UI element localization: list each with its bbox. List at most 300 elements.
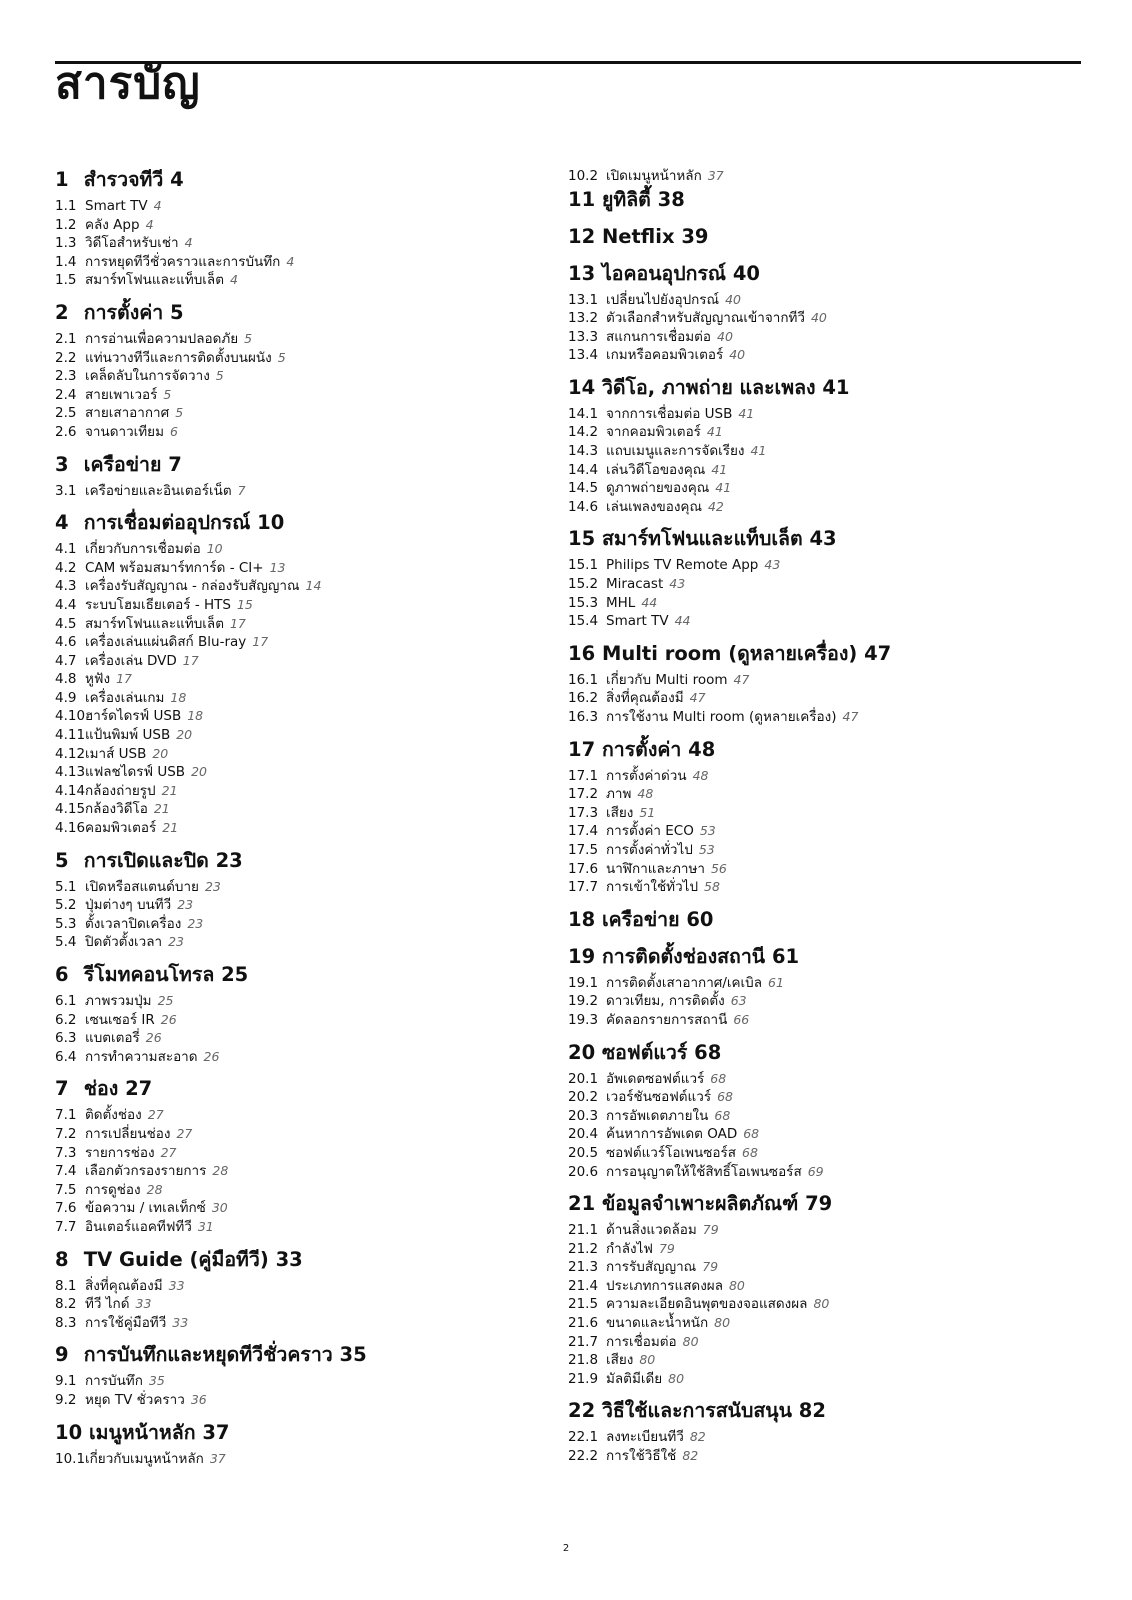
toc-item-7-7[interactable] xyxy=(55,1218,555,1237)
toc-item-list xyxy=(55,482,555,501)
toc-section-page: 5 xyxy=(170,300,184,324)
toc-item-21-8[interactable] xyxy=(568,1351,1068,1370)
toc-item-6-2[interactable] xyxy=(55,1011,555,1030)
toc-item-5-2[interactable] xyxy=(55,896,555,915)
toc-item-page: 5 xyxy=(277,349,286,365)
toc-section-heading[interactable] xyxy=(568,525,1068,553)
toc-item-title: หูฟัง xyxy=(85,671,111,688)
toc-item-title: กล้องวิดีโอ xyxy=(85,801,148,818)
toc-section-page: 7 xyxy=(168,452,182,476)
toc-item-1-3[interactable] xyxy=(55,234,555,253)
toc-item-20-3[interactable] xyxy=(568,1107,1068,1126)
toc-item-22-2[interactable] xyxy=(568,1447,1068,1466)
toc-section-number: 10 xyxy=(55,1420,83,1444)
toc-item-title: แบตเตอรี่ xyxy=(85,1030,140,1047)
toc-item-number: 4.16 xyxy=(55,820,86,837)
toc-item-21-4[interactable] xyxy=(568,1277,1068,1296)
toc-item-14-4[interactable] xyxy=(568,461,1068,480)
toc-item-title: การอ่านเพื่อความปลอดภัย xyxy=(85,330,239,347)
toc-item-2-2[interactable] xyxy=(55,349,555,368)
toc-section-11 xyxy=(568,186,1068,214)
toc-item-5-3[interactable] xyxy=(55,915,555,934)
toc-item-page: 44 xyxy=(674,613,691,629)
toc-item-number: 1.5 xyxy=(55,272,77,289)
toc-item-page: 33 xyxy=(172,1314,189,1330)
toc-section-title: ซอฟต์แวร์ xyxy=(601,1040,688,1064)
toc-item-number: 21.3 xyxy=(568,1259,599,1276)
toc-item-number: 21.4 xyxy=(568,1277,599,1294)
toc-item-14-2[interactable] xyxy=(568,423,1068,442)
toc-item-6-3[interactable] xyxy=(55,1029,555,1048)
toc-item-title: ปิดตัวตั้งเวลา xyxy=(85,934,163,951)
toc-item-number: 13.1 xyxy=(568,291,599,308)
toc-item-number: 17.2 xyxy=(568,786,599,803)
toc-item-title: การใช้งาน Multi room (ดูหลายเครื่อง) xyxy=(606,709,837,725)
toc-item-4-9[interactable] xyxy=(55,689,555,708)
toc-item-7-3[interactable] xyxy=(55,1144,555,1163)
toc-item-number: 2.3 xyxy=(55,368,77,385)
toc-item-4-12[interactable] xyxy=(55,745,555,764)
toc-section-title: การบันทึกและหยุดทีวีชั่วคราว xyxy=(83,1343,333,1367)
toc-item-16-1[interactable] xyxy=(568,671,1068,690)
toc-section-heading[interactable] xyxy=(55,509,555,537)
toc-item-page: 28 xyxy=(146,1181,163,1197)
toc-item-title: Smart TV xyxy=(606,613,669,630)
toc-item-number: 4.11 xyxy=(55,727,86,744)
toc-item-list xyxy=(568,405,1068,517)
toc-item-title: การใช้คู่มือทีวี xyxy=(85,1314,167,1331)
toc-section-heading[interactable] xyxy=(568,260,1068,288)
toc-item-17-6[interactable] xyxy=(568,860,1068,879)
toc-item-4-4[interactable] xyxy=(55,596,555,615)
toc-item-title: Smart TV xyxy=(85,198,148,214)
toc-item-number: 21.6 xyxy=(568,1315,599,1332)
toc-item-14-5[interactable] xyxy=(568,479,1068,498)
toc-section-heading[interactable] xyxy=(568,906,1068,934)
toc-section-number: 8 xyxy=(55,1247,69,1271)
toc-item-21-2[interactable] xyxy=(568,1240,1068,1259)
page-title: สารบัญ xyxy=(55,58,201,109)
toc-section-heading[interactable] xyxy=(568,640,1068,668)
toc-item-number: 22.2 xyxy=(568,1448,599,1465)
toc-item-8-2[interactable] xyxy=(55,1295,555,1314)
toc-item-number: 21.7 xyxy=(568,1333,599,1350)
toc-section-12 xyxy=(568,223,1068,251)
toc-item-list xyxy=(568,1221,1068,1388)
toc-item-3-1[interactable] xyxy=(55,482,555,501)
toc-section-heading[interactable] xyxy=(568,736,1068,764)
toc-item-title: ระบบโฮมเธียเตอร์ - HTS xyxy=(85,596,231,613)
toc-section-heading[interactable] xyxy=(568,1039,1068,1067)
toc-item-number: 9.1 xyxy=(55,1373,77,1390)
toc-section-title: เครือข่าย xyxy=(83,452,162,476)
toc-item-page: 40 xyxy=(717,328,733,344)
toc-item-title: จากคอมพิวเตอร์ xyxy=(606,424,701,441)
toc-item-14-3[interactable] xyxy=(568,442,1068,461)
toc-item-title: ภาพ xyxy=(606,786,632,803)
toc-item-number: 4.2 xyxy=(55,559,77,576)
toc-item-20-5[interactable] xyxy=(568,1144,1068,1163)
toc-item-page: 58 xyxy=(704,879,720,895)
toc-item-page: 30 xyxy=(211,1200,228,1216)
toc-item-number: 20.5 xyxy=(568,1144,599,1161)
toc-item-9-2[interactable] xyxy=(55,1391,555,1410)
toc-item-title: สิ่งที่คุณต้องมี xyxy=(85,1277,163,1294)
toc-section-title: เมนูหน้าหลัก xyxy=(88,1420,196,1444)
toc-item-title: ซอฟต์แวร์โอเพนซอร์ส xyxy=(606,1144,736,1161)
toc-section-number: 5 xyxy=(55,848,69,872)
toc-item-20-6[interactable] xyxy=(568,1163,1068,1182)
toc-item-title: เลือกตัวกรองรายการ xyxy=(85,1163,207,1180)
toc-item-5-4[interactable] xyxy=(55,933,555,952)
toc-item-20-1[interactable] xyxy=(568,1070,1068,1089)
toc-item-number: 4.15 xyxy=(55,801,86,818)
toc-item-number: 14.3 xyxy=(568,443,599,460)
toc-item-page: 48 xyxy=(637,786,654,802)
toc-section-heading[interactable] xyxy=(55,1246,555,1274)
toc-item-15-2[interactable] xyxy=(568,575,1068,594)
toc-item-7-4[interactable] xyxy=(55,1162,555,1181)
toc-item-page: 47 xyxy=(842,709,859,724)
toc-item-page: 5 xyxy=(244,330,253,346)
toc-item-page: 28 xyxy=(212,1163,229,1179)
toc-item-13-3[interactable] xyxy=(568,328,1068,347)
toc-item-10-2[interactable] xyxy=(568,167,1068,186)
toc-item-21-3[interactable] xyxy=(568,1258,1068,1277)
toc-item-title: แท่นวางทีวีและการติดตั้งบนผนัง xyxy=(85,349,272,366)
toc-item-title: การเชื่อมต่อ xyxy=(606,1333,677,1350)
toc-section-page: 40 xyxy=(732,261,760,285)
toc-section-title: รีโมทคอนโทรล xyxy=(83,963,215,986)
toc-item-21-7[interactable] xyxy=(568,1333,1068,1352)
toc-item-4-2[interactable] xyxy=(55,559,555,578)
toc-item-page: 27 xyxy=(160,1144,177,1160)
toc-section-heading[interactable] xyxy=(568,1190,1068,1218)
toc-section-number: 16 xyxy=(568,641,596,665)
toc-item-list xyxy=(55,1450,555,1469)
toc-item-number: 2.2 xyxy=(55,349,77,366)
toc-item-2-5[interactable] xyxy=(55,404,555,423)
toc-section-number: 18 xyxy=(568,907,596,931)
toc-item-19-3[interactable] xyxy=(568,1011,1068,1030)
toc-item-4-10[interactable] xyxy=(55,707,555,726)
toc-section-title: การเชื่อมต่ออุปกรณ์ xyxy=(83,511,251,535)
toc-item-20-2[interactable] xyxy=(568,1088,1068,1107)
toc-item-number: 20.6 xyxy=(568,1163,599,1180)
toc-item-page: 41 xyxy=(750,443,767,459)
toc-item-6-4[interactable] xyxy=(55,1048,555,1067)
toc-section-3 xyxy=(55,451,555,501)
toc-item-4-15[interactable] xyxy=(55,800,555,819)
toc-item-title: สายเพาเวอร์ xyxy=(85,386,158,403)
toc-item-15-3[interactable] xyxy=(568,594,1068,613)
toc-item-title: ค้นหาการอัพเดต OAD xyxy=(606,1126,738,1143)
toc-item-page: 36 xyxy=(190,1391,207,1407)
toc-item-15-1[interactable] xyxy=(568,556,1068,575)
toc-section-number: 13 xyxy=(568,261,596,285)
toc-item-page: 43 xyxy=(764,557,781,573)
toc-item-17-3[interactable] xyxy=(568,804,1068,823)
toc-item-4-5[interactable] xyxy=(55,615,555,634)
toc-item-number: 20.2 xyxy=(568,1089,599,1106)
toc-item-9-1[interactable] xyxy=(55,1372,555,1391)
toc-item-page: 26 xyxy=(145,1030,162,1046)
toc-section-heading[interactable] xyxy=(568,374,1068,402)
toc-item-10-1[interactable] xyxy=(55,1450,555,1469)
toc-item-number: 14.1 xyxy=(568,405,599,422)
toc-item-page: 17 xyxy=(229,615,246,631)
toc-section-number: 9 xyxy=(55,1343,69,1367)
toc-item-1-5[interactable] xyxy=(55,271,555,290)
toc-item-title: การเปลี่ยนช่อง xyxy=(85,1125,171,1142)
toc-section-6 xyxy=(55,961,555,1066)
toc-item-22-1[interactable] xyxy=(568,1428,1068,1447)
toc-section-heading[interactable] xyxy=(568,186,1068,214)
toc-section-page: 61 xyxy=(771,944,800,968)
toc-item-2-6[interactable] xyxy=(55,423,555,442)
toc-item-title: สมาร์ทโฟนและแท็บเล็ต xyxy=(85,272,224,289)
toc-item-title: เปิดหรือสแตนด์บาย xyxy=(85,878,199,895)
toc-item-page: 17 xyxy=(116,671,132,687)
toc-item-title: คอมพิวเตอร์ xyxy=(85,820,157,837)
toc-item-number: 19.1 xyxy=(568,974,599,991)
toc-item-4-16[interactable] xyxy=(55,819,555,838)
toc-item-list xyxy=(55,197,555,290)
toc-section-title: วิดีโอ, ภาพถ่าย และเพลง xyxy=(601,375,816,399)
toc-item-page: 20 xyxy=(152,745,169,761)
toc-item-page: 5 xyxy=(215,368,224,384)
toc-section-4 xyxy=(55,509,555,838)
toc-item-number: 4.13 xyxy=(55,764,86,781)
toc-item-16-2[interactable] xyxy=(568,689,1068,708)
toc-item-list xyxy=(568,556,1068,630)
toc-item-number: 16.2 xyxy=(568,690,599,707)
toc-item-title: เกี่ยวกับการเชื่อมต่อ xyxy=(85,541,201,558)
toc-item-4-8[interactable] xyxy=(55,670,555,689)
toc-section-page: 68 xyxy=(694,1040,722,1064)
toc-item-number: 5.3 xyxy=(55,915,77,932)
toc-item-19-2[interactable] xyxy=(568,992,1068,1011)
toc-section-title: Multi room (ดูหลายเครื่อง) xyxy=(601,641,858,665)
toc-section-14 xyxy=(568,374,1068,517)
toc-item-page: 68 xyxy=(742,1144,758,1160)
toc-item-title: เมาส์ USB xyxy=(85,745,147,762)
toc-section-5 xyxy=(55,847,555,952)
toc-item-number: 7.3 xyxy=(55,1144,77,1161)
toc-section-20 xyxy=(568,1039,1068,1182)
toc-item-page: 23 xyxy=(187,915,204,931)
toc-section-18 xyxy=(568,906,1068,934)
toc-item-page: 15 xyxy=(236,596,253,612)
toc-item-list xyxy=(568,1428,1068,1465)
toc-item-1-1[interactable] xyxy=(55,197,555,216)
toc-item-4-6[interactable] xyxy=(55,633,555,652)
toc-section-page: 43 xyxy=(809,527,837,551)
toc-item-2-3[interactable] xyxy=(55,367,555,386)
toc-item-15-4[interactable] xyxy=(568,612,1068,631)
toc-section-19 xyxy=(568,943,1068,1030)
toc-item-2-1[interactable] xyxy=(55,330,555,349)
toc-item-5-1[interactable] xyxy=(55,878,555,897)
toc-section-number: 22 xyxy=(568,1399,596,1423)
toc-item-page: 20 xyxy=(191,764,207,780)
toc-section-9 xyxy=(55,1341,555,1409)
toc-item-number: 6.4 xyxy=(55,1048,77,1065)
toc-item-21-6[interactable] xyxy=(568,1314,1068,1333)
toc-section-title: ยูทิลิตี้ xyxy=(601,187,651,211)
toc-section-heading[interactable] xyxy=(55,1075,555,1103)
toc-item-number: 1.4 xyxy=(55,253,77,270)
toc-item-4-14[interactable] xyxy=(55,782,555,801)
toc-item-number: 9.2 xyxy=(55,1391,77,1408)
toc-item-title: ข้อความ / เทเลเท็กซ์ xyxy=(85,1200,206,1217)
toc-item-page: 23 xyxy=(204,878,221,894)
toc-section-13 xyxy=(568,260,1068,365)
toc-section-number: 4 xyxy=(55,511,69,535)
toc-item-7-5[interactable] xyxy=(55,1181,555,1200)
toc-item-number: 4.5 xyxy=(55,615,77,632)
toc-item-number: 6.1 xyxy=(55,993,77,1009)
toc-item-1-4[interactable] xyxy=(55,253,555,272)
toc-item-21-1[interactable] xyxy=(568,1221,1068,1240)
toc-section-page: 33 xyxy=(275,1247,303,1271)
toc-section-page: 38 xyxy=(657,187,685,211)
toc-item-17-7[interactable] xyxy=(568,878,1068,897)
toc-section-heading[interactable] xyxy=(55,166,555,194)
toc-item-number: 21.1 xyxy=(568,1222,599,1239)
toc-section-heading[interactable] xyxy=(55,451,555,479)
toc-item-4-3[interactable] xyxy=(55,577,555,596)
toc-item-number: 2.4 xyxy=(55,386,77,403)
toc-item-8-1[interactable] xyxy=(55,1277,555,1296)
toc-section-number: 14 xyxy=(568,375,596,399)
toc-section-title: ช่อง xyxy=(83,1077,119,1101)
toc-item-number: 13.4 xyxy=(568,347,599,364)
toc-section-title: สมาร์ทโฟนและแท็บเล็ต xyxy=(601,527,803,551)
toc-item-title: หยุด TV ชั่วคราว xyxy=(85,1391,185,1408)
toc-item-title: สแกนการเชื่อมต่อ xyxy=(606,328,712,345)
toc-item-page: 27 xyxy=(176,1125,193,1141)
top-rule xyxy=(55,61,1081,64)
toc-item-7-2[interactable] xyxy=(55,1125,555,1144)
toc-item-title: เครือข่ายและอินเตอร์เน็ต xyxy=(85,482,232,499)
toc-item-title: ขนาดและน้ำหนัก xyxy=(606,1315,709,1332)
toc-item-number: 3.1 xyxy=(55,482,77,499)
toc-item-20-4[interactable] xyxy=(568,1125,1068,1144)
toc-section-heading[interactable] xyxy=(55,1419,555,1447)
toc-item-19-1[interactable] xyxy=(568,974,1068,993)
toc-item-4-11[interactable] xyxy=(55,726,555,745)
toc-item-page: 26 xyxy=(203,1048,220,1064)
toc-section-title: Netflix xyxy=(601,224,675,248)
toc-item-number: 4.8 xyxy=(55,671,77,688)
toc-item-number: 2.1 xyxy=(55,330,77,347)
toc-item-title: การอนุญาตให้ใช้สิทธิ์โอเพนซอร์ส xyxy=(606,1163,802,1180)
toc-item-page: 53 xyxy=(699,823,716,839)
toc-item-17-1[interactable] xyxy=(568,767,1068,786)
toc-section-number: 1 xyxy=(55,168,69,191)
toc-item-title: เสียง xyxy=(606,804,634,821)
toc-item-1-2[interactable] xyxy=(55,216,555,235)
toc-item-17-2[interactable] xyxy=(568,785,1068,804)
toc-item-8-3[interactable] xyxy=(55,1314,555,1333)
toc-section-heading[interactable] xyxy=(55,299,555,327)
toc-item-title: การอัพเดตภายใน xyxy=(606,1107,709,1124)
toc-item-16-3[interactable] xyxy=(568,708,1068,727)
toc-section-17 xyxy=(568,736,1068,897)
toc-item-number: 10.2 xyxy=(568,168,599,184)
toc-item-2-4[interactable] xyxy=(55,386,555,405)
toc-section-15 xyxy=(568,525,1068,630)
toc-item-title: มัลติมีเดีย xyxy=(606,1370,663,1387)
toc-section-title: การติดตั้งช่องสถานี xyxy=(601,944,766,968)
toc-item-page: 68 xyxy=(710,1070,727,1086)
toc-section-number: 21 xyxy=(568,1192,596,1216)
toc-item-title: เกี่ยวกับเมนูหน้าหลัก xyxy=(85,1450,204,1467)
toc-section-title: วิธีใช้และการสนับสนุน xyxy=(601,1399,792,1423)
toc-item-title: เปลี่ยนไปยังอุปกรณ์ xyxy=(606,291,720,308)
toc-section-heading[interactable] xyxy=(55,961,555,989)
toc-item-title: เล่นวิดีโอของคุณ xyxy=(606,461,706,478)
toc-item-7-6[interactable] xyxy=(55,1199,555,1218)
toc-item-title: การตั้งค่าทั่วไป xyxy=(606,841,693,858)
toc-section-2 xyxy=(55,299,555,442)
toc-item-number: 21.5 xyxy=(568,1296,599,1313)
toc-section-number: 2 xyxy=(55,300,69,324)
toc-item-title: ดูภาพถ่ายของคุณ xyxy=(606,480,710,497)
toc-item-page: 79 xyxy=(702,1259,719,1275)
toc-item-list xyxy=(55,330,555,442)
toc-item-13-2[interactable] xyxy=(568,309,1068,328)
toc-item-page: 40 xyxy=(725,291,741,307)
toc-item-number: 2.5 xyxy=(55,405,77,422)
toc-section-heading[interactable] xyxy=(568,943,1068,971)
toc-item-13-4[interactable] xyxy=(568,346,1068,365)
toc-item-list xyxy=(55,540,555,838)
toc-item-number: 20.1 xyxy=(568,1070,599,1087)
toc-item-page: 4 xyxy=(153,198,162,213)
toc-item-17-4[interactable] xyxy=(568,822,1068,841)
toc-item-14-6[interactable] xyxy=(568,498,1068,517)
toc-section-heading[interactable] xyxy=(568,1397,1068,1425)
toc-section-heading[interactable] xyxy=(568,223,1068,251)
toc-section-number: 6 xyxy=(55,963,69,986)
toc-item-page: 80 xyxy=(728,1277,745,1293)
toc-item-4-1[interactable] xyxy=(55,540,555,559)
toc-item-4-7[interactable] xyxy=(55,652,555,671)
toc-item-6-1[interactable] xyxy=(55,992,555,1011)
toc-item-21-5[interactable] xyxy=(568,1295,1068,1314)
toc-item-number: 16.1 xyxy=(568,671,599,688)
toc-item-number: 5.1 xyxy=(55,878,77,895)
toc-section-heading[interactable] xyxy=(55,847,555,875)
toc-item-page: 41 xyxy=(738,405,755,421)
toc-item-title: ลงทะเบียนทีวี xyxy=(606,1429,684,1446)
toc-item-page: 44 xyxy=(641,594,658,610)
toc-item-4-13[interactable] xyxy=(55,763,555,782)
toc-item-14-1[interactable] xyxy=(568,405,1068,424)
toc-item-page: 66 xyxy=(733,1011,750,1027)
toc-item-13-1[interactable] xyxy=(568,291,1068,310)
toc-item-7-1[interactable] xyxy=(55,1106,555,1125)
toc-item-page: 51 xyxy=(639,804,656,820)
toc-section-heading[interactable] xyxy=(55,1341,555,1369)
toc-item-page: 41 xyxy=(715,480,732,496)
toc-item-21-9[interactable] xyxy=(568,1370,1068,1389)
toc-item-page: 41 xyxy=(706,424,723,440)
toc-item-17-5[interactable] xyxy=(568,841,1068,860)
toc-item-number: 7.7 xyxy=(55,1218,77,1235)
